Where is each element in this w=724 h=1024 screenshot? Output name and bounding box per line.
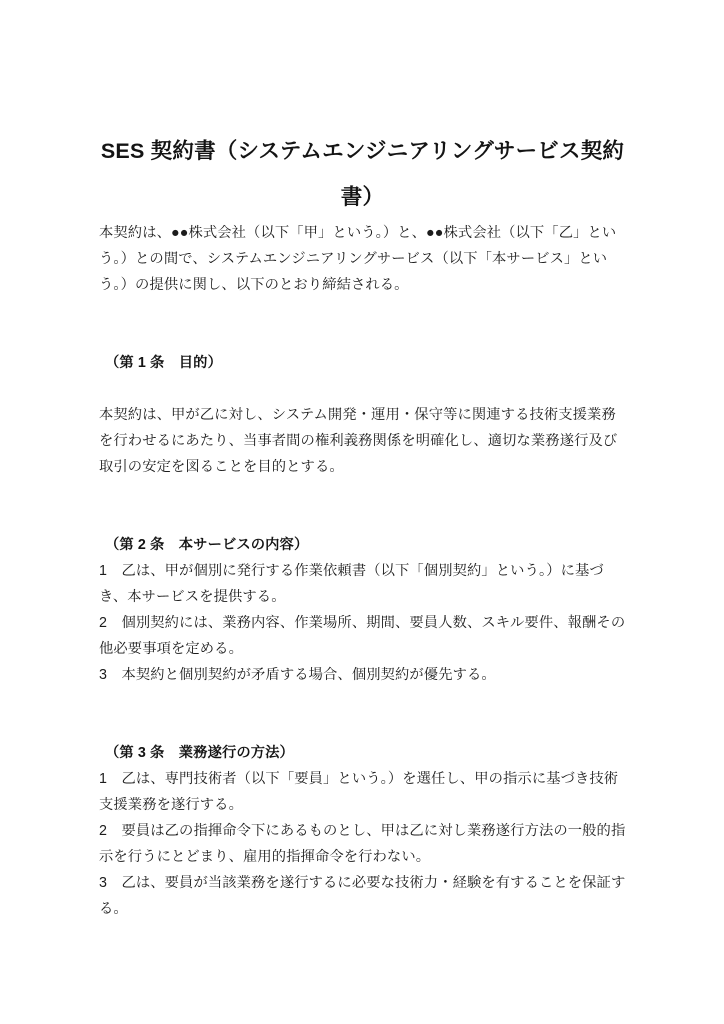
article-3-heading: （第 3 条 業務遂行の方法） <box>105 745 294 761</box>
article-2-item-3-number: 3 <box>99 667 108 683</box>
article-1-paragraph-1: 本契約は、甲が乙に対し、システム開発・運用・保守等に関連する技術支援業務を行わせるにあたり、当事者間の権利義務関係を明確化し、適切な業務遂行及び取引の安定を図ることを目的とする。 <box>99 407 618 475</box>
page-title-line-1: SES 契約書（システムエンジニアリングサービス契約 <box>100 139 625 163</box>
article-2-item-1-text: 乙は、甲が個別に発行する作業依頼書（以下「個別契約」という。）に基づき、本サービスを提供する。 <box>99 563 604 605</box>
article-2-item-2-number: 2 <box>99 615 108 631</box>
article-1-body <box>99 402 626 480</box>
article-2-item-1 <box>99 558 626 610</box>
article-3 <box>99 740 626 922</box>
article-3-item-2 <box>99 818 626 870</box>
article-1-heading: （第 1 条 目的） <box>105 355 222 371</box>
article-2-item-3 <box>99 662 626 688</box>
article-3-item-1-text: 乙は、専門技術者（以下「要員」という。）を選任し、甲の指示に基づき技術支援業務を遂行する。 <box>99 771 619 813</box>
article-3-item-2-text: 要員は乙の指揮命令下にあるものとし、甲は乙に対し業務遂行方法の一般的指示を行うにとどまり、雇用的指揮命令を行わない。 <box>99 823 626 865</box>
article-1 <box>99 350 626 480</box>
article-3-item-list <box>99 766 626 922</box>
article-3-item-3 <box>99 870 626 922</box>
article-3-item-2-number: 2 <box>99 823 108 839</box>
page-title <box>99 0 626 220</box>
page-title-line-2: 書） <box>340 185 385 209</box>
article-2-item-1-number: 1 <box>99 563 108 579</box>
article-2-item-2-text: 個別契約には、業務内容、作業場所、期間、要員人数、スキル要件、報酬その他必要事項を定める。 <box>99 615 626 657</box>
article-2 <box>99 532 626 688</box>
article-2-item-2 <box>99 610 626 662</box>
document-content <box>99 0 626 922</box>
preamble-paragraph: 本契約は、●●株式会社（以下「甲」という。）と、●●株式会社（以下「乙」という。）との間で、システムエンジニアリングサービス（以下「本サービス」という。）の提供に関し、以下のとおり締結される。 <box>99 225 617 293</box>
article-3-item-3-number: 3 <box>99 875 108 891</box>
article-3-item-1-number: 1 <box>99 771 108 787</box>
article-3-item-3-text: 乙は、要員が当該業務を遂行するに必要な技術力・経験を有することを保証する。 <box>99 875 626 917</box>
article-3-item-1 <box>99 766 626 818</box>
article-2-item-3-text: 本契約と個別契約が矛盾する場合、個別契約が優先する。 <box>121 667 496 683</box>
article-2-item-list <box>99 558 626 688</box>
article-2-heading: （第 2 条 本サービスの内容） <box>105 537 309 553</box>
